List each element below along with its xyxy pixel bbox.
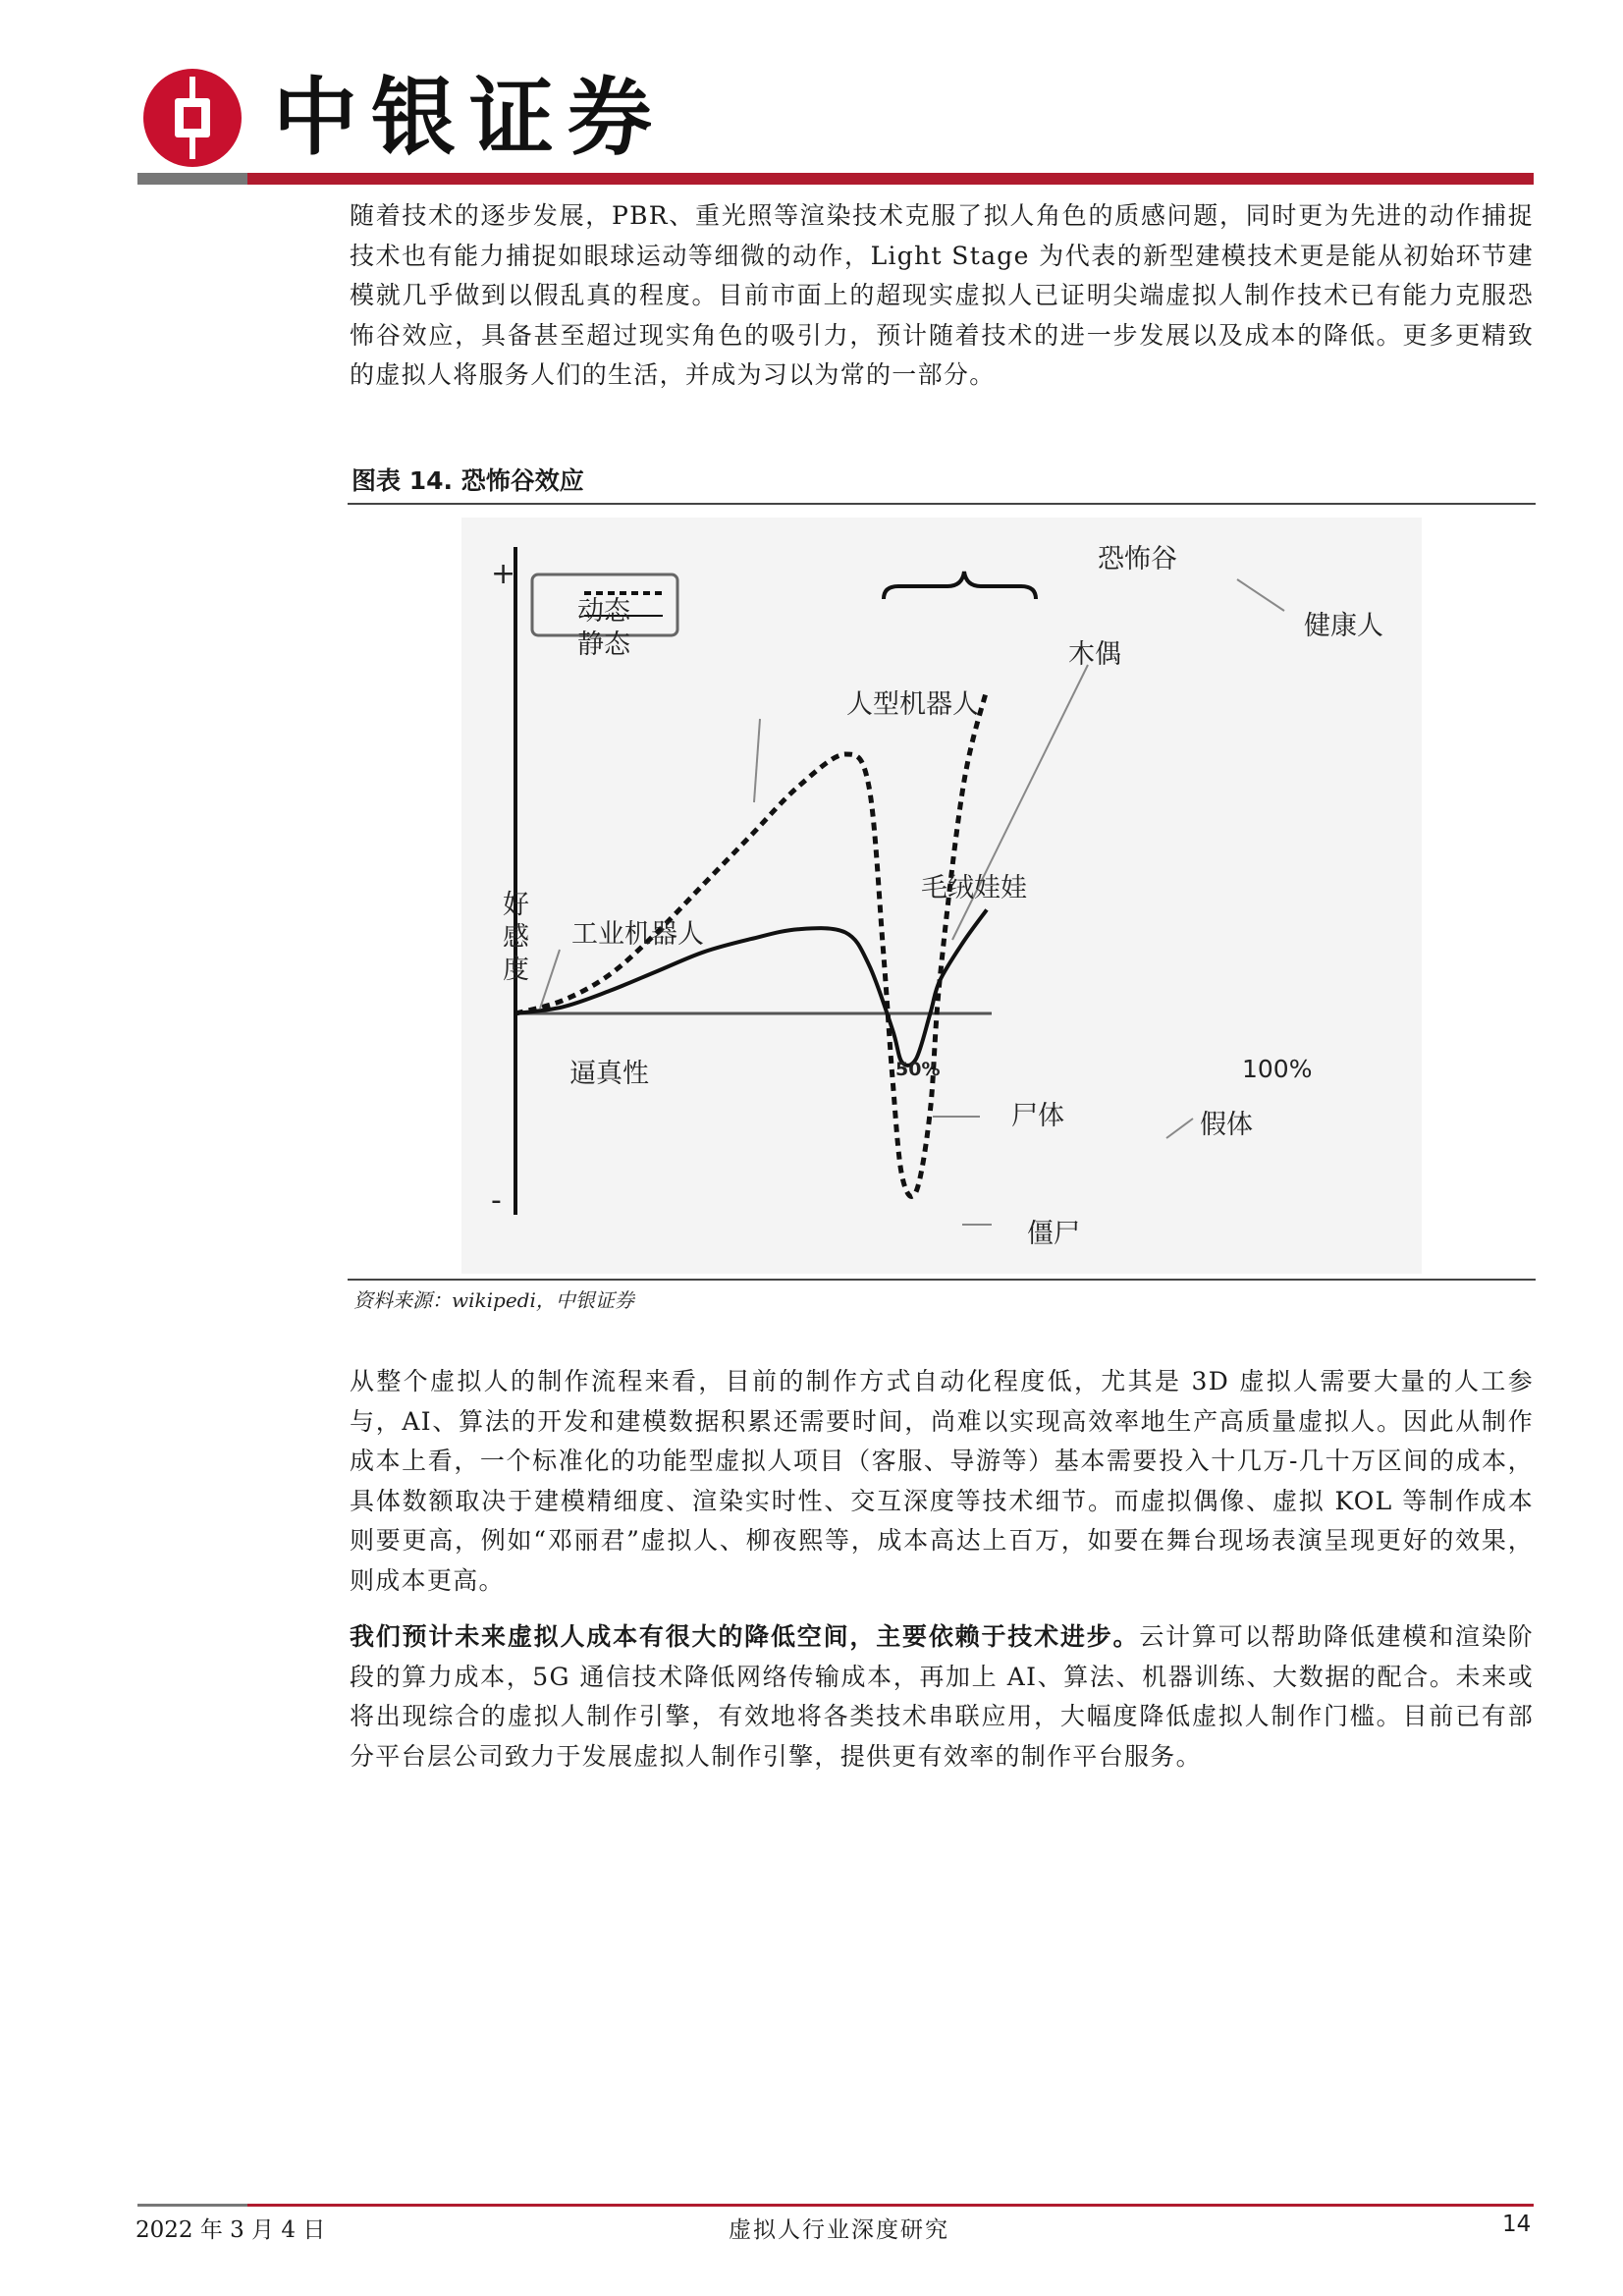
valley-label: 恐怖谷 bbox=[1098, 544, 1177, 574]
label-humanoid-robot: 人型机器人 bbox=[846, 689, 979, 720]
valley-brace bbox=[884, 572, 1036, 599]
figure-title: 图表 14. 恐怖谷效应 bbox=[352, 466, 584, 495]
y-minus-label: - bbox=[491, 1183, 502, 1218]
leader-healthy-person bbox=[1237, 579, 1284, 611]
paragraph-1: 随着技术的逐步发展，PBR、重光照等渲染技术克服了拟人角色的质感问题，同时更为先进的动作捕捉技术也有能力捕捉如眼球运动等细微的动作，Light Stage 为代表的新型建模技术更是能从初始环节建模就几乎做到以假乱真的程度。目前市面上的超现实虚拟人已证明尖端虚拟人制作技术已有能力克服恐怖谷效应，具备甚至超过现实角色的吸引力，预计随着技术的进一步发展以及成本的降低。更多更精致的虚拟人将服务人们的生活，并成为习以为常的一部分。 bbox=[350, 201, 1534, 389]
footer-divider bbox=[137, 2204, 1534, 2207]
page-header bbox=[137, 59, 1542, 187]
label-prosthetic: 假体 bbox=[1200, 1110, 1253, 1140]
leader-industrial-robot bbox=[540, 950, 560, 1009]
boc-logo bbox=[143, 69, 242, 167]
header-divider bbox=[137, 173, 1534, 185]
footer-report-title: 虚拟人行业深度研究 bbox=[729, 2217, 949, 2243]
leader-prosthetic bbox=[1166, 1119, 1193, 1138]
paragraph-3 bbox=[350, 1617, 1534, 1777]
legend-dynamic-label: 动态 bbox=[577, 596, 630, 627]
x-tick-100: 100% bbox=[1242, 1055, 1313, 1083]
paragraph-2: 从整个虚拟人的制作流程来看，目前的制作方式自动化程度低，尤其是 3D 虚拟人需要大量的人工参与，AI、算法的开发和建模数据积累还需要时间，尚难以实现高效率地生产高质量虚拟人。因此从制作成本上看，一个标准化的功能型虚拟人项目（客服、导游等）基本需要投入十几万-几十万区间的成本，具体数额取决于建模精细度、渲染实时性、交互深度等技术细节。而虚拟偶像、虚拟 KOL 等制作成本则要更高，例如“邓丽君”虚拟人、柳夜熙等，成本高达上百万，如要在舞台现场表演呈现更好的效果，则成本更高。 bbox=[350, 1367, 1534, 1595]
page-number: 14 bbox=[1502, 2212, 1532, 2237]
label-industrial-robot: 工业机器人 bbox=[571, 919, 704, 950]
label-zombie: 僵尸 bbox=[1027, 1219, 1080, 1249]
label-stuffed-doll: 毛绒娃娃 bbox=[921, 873, 1027, 903]
figure-top-rule bbox=[348, 503, 1536, 505]
paragraph-3-body: 云计算可以帮助降低建模和渲染阶段的算力成本，5G 通信技术降低网络传输成本，再加上 AI、算法、机器训练、大数据的配合。未来或将出现综合的虚拟人制作引擎，有效地将各类技术串联应用，大幅度降低虚拟人制作门槛。目前已有部分平台层公司致力于发展虚拟人制作引擎，提供更有效率的制作平台服务。 bbox=[350, 1622, 1534, 1771]
x-tick-50: 50% bbox=[895, 1059, 941, 1080]
label-corpse: 尸体 bbox=[1011, 1101, 1064, 1131]
y-axis-label: 好感度 bbox=[503, 890, 529, 985]
brand-name: 中银证券 bbox=[273, 68, 666, 167]
footer-date: 2022 年 3 月 4 日 bbox=[135, 2217, 326, 2243]
label-puppet: 木偶 bbox=[1068, 639, 1121, 670]
uncanny-valley-chart bbox=[461, 518, 1422, 1274]
figure-bottom-rule bbox=[348, 1279, 1536, 1281]
figure-source: 资料来源：wikipedi，中银证券 bbox=[353, 1288, 634, 1312]
legend-static-label: 静态 bbox=[577, 629, 630, 660]
leader-humanoid-robot bbox=[754, 719, 760, 802]
label-healthy-person: 健康人 bbox=[1304, 611, 1383, 641]
y-plus-label: + bbox=[491, 557, 516, 591]
x-axis-label: 逼真性 bbox=[569, 1059, 649, 1089]
paragraph-3-lead: 我们预计未来虚拟人成本有很大的降低空间，主要依赖于技术进步。 bbox=[350, 1622, 1140, 1651]
